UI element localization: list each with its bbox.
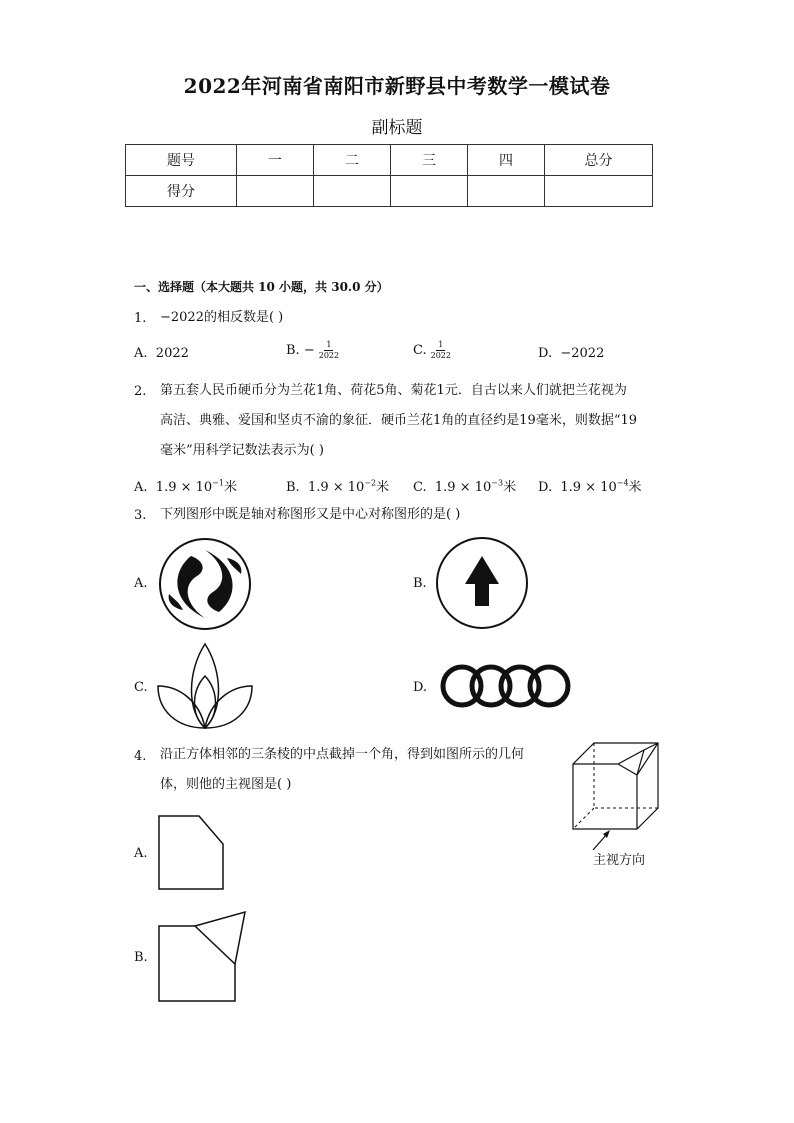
- question-number: 1.: [134, 311, 147, 326]
- option-base: 1.9 × 10: [560, 480, 617, 495]
- option-c: [413, 340, 451, 361]
- question-number: 2.: [134, 384, 147, 399]
- truncated-cube-figure: [568, 738, 664, 834]
- question-line: 体，则他的主视图是( ): [160, 777, 292, 792]
- option-label: D.: [538, 480, 553, 495]
- option-exponent: −3: [491, 478, 504, 488]
- option-exponent: −2: [364, 478, 377, 488]
- score-cell[interactable]: [391, 176, 468, 207]
- question-text: [160, 376, 680, 466]
- arrow-circle-figure: [435, 536, 529, 630]
- table-cell: 总分: [545, 145, 653, 176]
- option-label: C.: [413, 343, 427, 358]
- lotus-figure: [156, 640, 254, 732]
- question-text: [160, 740, 560, 800]
- front-view-b-figure: [157, 910, 249, 1004]
- option-b: [286, 340, 339, 361]
- score-cell[interactable]: [314, 176, 391, 207]
- question-text: 下列图形中既是轴对称图形又是中心对称图形的是( ): [160, 507, 461, 522]
- table-cell: 一: [237, 145, 314, 176]
- option-b-label: B.: [134, 950, 148, 965]
- option-base: 1.9 × 10: [307, 480, 365, 495]
- option-b: [286, 476, 389, 495]
- table-cell: 题号: [126, 145, 237, 176]
- option-text: 2022: [155, 346, 189, 361]
- four-rings-figure: [440, 663, 572, 709]
- option-a-label: A.: [134, 846, 148, 861]
- table-cell: 得分: [126, 176, 237, 207]
- option-unit: 米: [223, 480, 237, 495]
- table-cell: 二: [314, 145, 391, 176]
- option-label: A.: [134, 346, 148, 361]
- page-subtitle: 副标题: [371, 118, 423, 138]
- option-label: B.: [286, 480, 300, 495]
- option-text: −2022: [560, 346, 605, 361]
- swirl-emblem-figure: [157, 536, 253, 632]
- denominator: 2022: [430, 351, 451, 360]
- score-table: [125, 144, 653, 207]
- option-d-label: D.: [413, 680, 428, 695]
- option-prefix: −: [303, 343, 315, 358]
- option-label: D.: [538, 346, 553, 361]
- table-row: [126, 145, 653, 176]
- option-base: 1.9 × 10: [155, 480, 213, 495]
- question-line: 毫米”用科学记数法表示为( ): [160, 443, 324, 458]
- fraction: [319, 340, 339, 361]
- option-a: [134, 476, 237, 495]
- question-number: 3.: [134, 508, 147, 523]
- option-b-label: B.: [413, 576, 427, 591]
- option-a-label: A.: [134, 576, 148, 591]
- question-text: −2022的相反数是( ): [160, 310, 284, 325]
- option-unit: 米: [376, 480, 390, 495]
- option-label: B.: [286, 343, 300, 358]
- option-d: [538, 346, 604, 361]
- front-view-a-figure: [157, 814, 227, 892]
- table-cell: 三: [391, 145, 468, 176]
- option-a: [134, 346, 189, 361]
- score-cell[interactable]: [468, 176, 545, 207]
- fraction: [431, 340, 451, 361]
- denominator: 2022: [318, 351, 340, 360]
- view-direction-label: 主视方向: [593, 853, 646, 868]
- question-line: 高洁、典雅、爱国和坚贞不渝的象征．硬币兰花1角的直径约是19毫米，则数据“19: [160, 413, 638, 428]
- option-label: C.: [413, 480, 427, 495]
- option-d: [538, 476, 642, 495]
- section-heading: 一、选择题（本大题共 10 小题，共 30.0 分）: [134, 280, 389, 294]
- option-exponent: −4: [616, 478, 629, 488]
- option-unit: 米: [628, 480, 642, 495]
- score-cell[interactable]: [545, 176, 653, 207]
- table-cell: 四: [468, 145, 545, 176]
- question-number: 4.: [134, 749, 147, 764]
- table-row: [126, 176, 653, 207]
- option-label: A.: [134, 480, 148, 495]
- page-title: 2022年河南省南阳市新野县中考数学一模试卷: [183, 74, 611, 98]
- question-line: 沿正方体相邻的三条棱的中点截掉一个角，得到如图所示的几何: [160, 747, 525, 762]
- option-base: 1.9 × 10: [434, 480, 492, 495]
- option-exponent: −1: [212, 478, 224, 488]
- option-c-label: C.: [134, 680, 148, 695]
- question-line: 第五套人民币硬币分为兰花1角、荷花5角、菊花1元．自古以来人们就把兰花视为: [160, 383, 627, 398]
- numerator: 1: [326, 340, 332, 349]
- option-c: [413, 476, 516, 495]
- score-cell[interactable]: [237, 176, 314, 207]
- option-unit: 米: [503, 480, 517, 495]
- numerator: 1: [438, 340, 444, 349]
